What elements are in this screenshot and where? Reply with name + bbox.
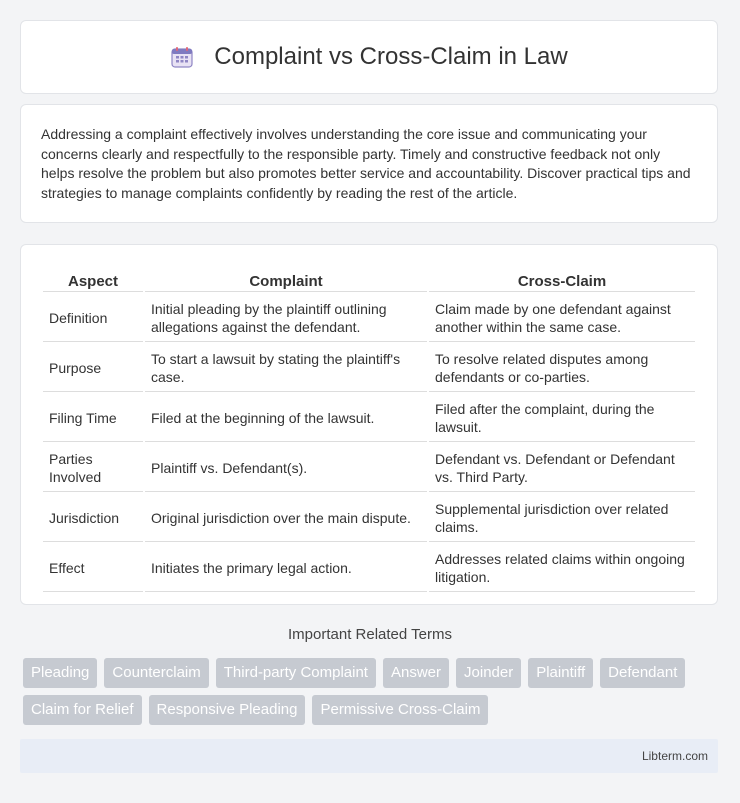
title-card [20,20,718,94]
cell-cross-claim: Supplemental jurisdiction over related claims. [429,494,695,542]
cell-cross-claim: Addresses related claims within ongoing litigation. [429,544,695,592]
calendar-icon [170,45,194,69]
page-title: Complaint vs Cross-Claim in Law [214,43,568,70]
table-row [43,444,695,492]
table-header-row [43,267,695,292]
tag-defendant[interactable]: Defendant [600,658,685,688]
tag-claim-for-relief[interactable]: Claim for Relief [23,695,142,725]
tag-third-party-complaint[interactable]: Third-party Complaint [216,658,376,688]
cell-cross-claim: Defendant vs. Defendant or Defendant vs. Third Party. [429,444,695,492]
tag-permissive-cross-claim[interactable]: Permissive Cross-Claim [312,695,488,725]
table-row [43,294,695,342]
header-cross-claim: Cross-Claim [429,267,695,292]
table-row [43,344,695,392]
cell-cross-claim: Filed after the complaint, during the lawsuit. [429,394,695,442]
tag-plaintiff[interactable]: Plaintiff [528,658,593,688]
intro-card [20,104,718,223]
cell-cross-claim: To resolve related disputes among defendants or co-parties. [429,344,695,392]
cell-complaint: Original jurisdiction over the main dispute. [145,494,427,542]
tag-pleading[interactable]: Pleading [23,658,97,688]
cell-complaint: Plaintiff vs. Defendant(s). [145,444,427,492]
cell-complaint: Filed at the beginning of the lawsuit. [145,394,427,442]
table-row [43,544,695,592]
cell-aspect: Filing Time [43,394,143,442]
footer [20,739,718,773]
intro-text: Addressing a complaint effectively involves understanding the core issue and communicating your concerns clearly and respectfully to the responsible party. Timely and constructive feedback not only helps resolve the problem but also promotes better service and accountability. Discover practical tips and strategies to manage complaints confidently by reading the rest of the article. [41,126,691,201]
tag-counterclaim[interactable]: Counterclaim [104,658,208,688]
header-complaint: Complaint [145,267,427,292]
cell-aspect: Parties Involved [43,444,143,492]
tag-answer[interactable]: Answer [383,658,449,688]
cell-aspect: Jurisdiction [43,494,143,542]
cell-aspect: Purpose [43,344,143,392]
table-row [43,394,695,442]
related-terms-title: Important Related Terms [288,626,452,643]
header-aspect: Aspect [43,267,143,292]
table-row [43,494,695,542]
cell-complaint: To start a lawsuit by stating the plaintiff's case. [145,344,427,392]
comparison-table [41,265,697,594]
cell-complaint: Initial pleading by the plaintiff outlining allegations against the defendant. [145,294,427,342]
tag-responsive-pleading[interactable]: Responsive Pleading [149,695,306,725]
cell-cross-claim: Claim made by one defendant against another within the same case. [429,294,695,342]
cell-aspect: Definition [43,294,143,342]
related-terms-list [23,658,723,732]
comparison-card [20,244,718,605]
tag-joinder[interactable]: Joinder [456,658,521,688]
footer-site-link[interactable]: Libterm.com [641,749,708,763]
cell-aspect: Effect [43,544,143,592]
cell-complaint: Initiates the primary legal action. [145,544,427,592]
